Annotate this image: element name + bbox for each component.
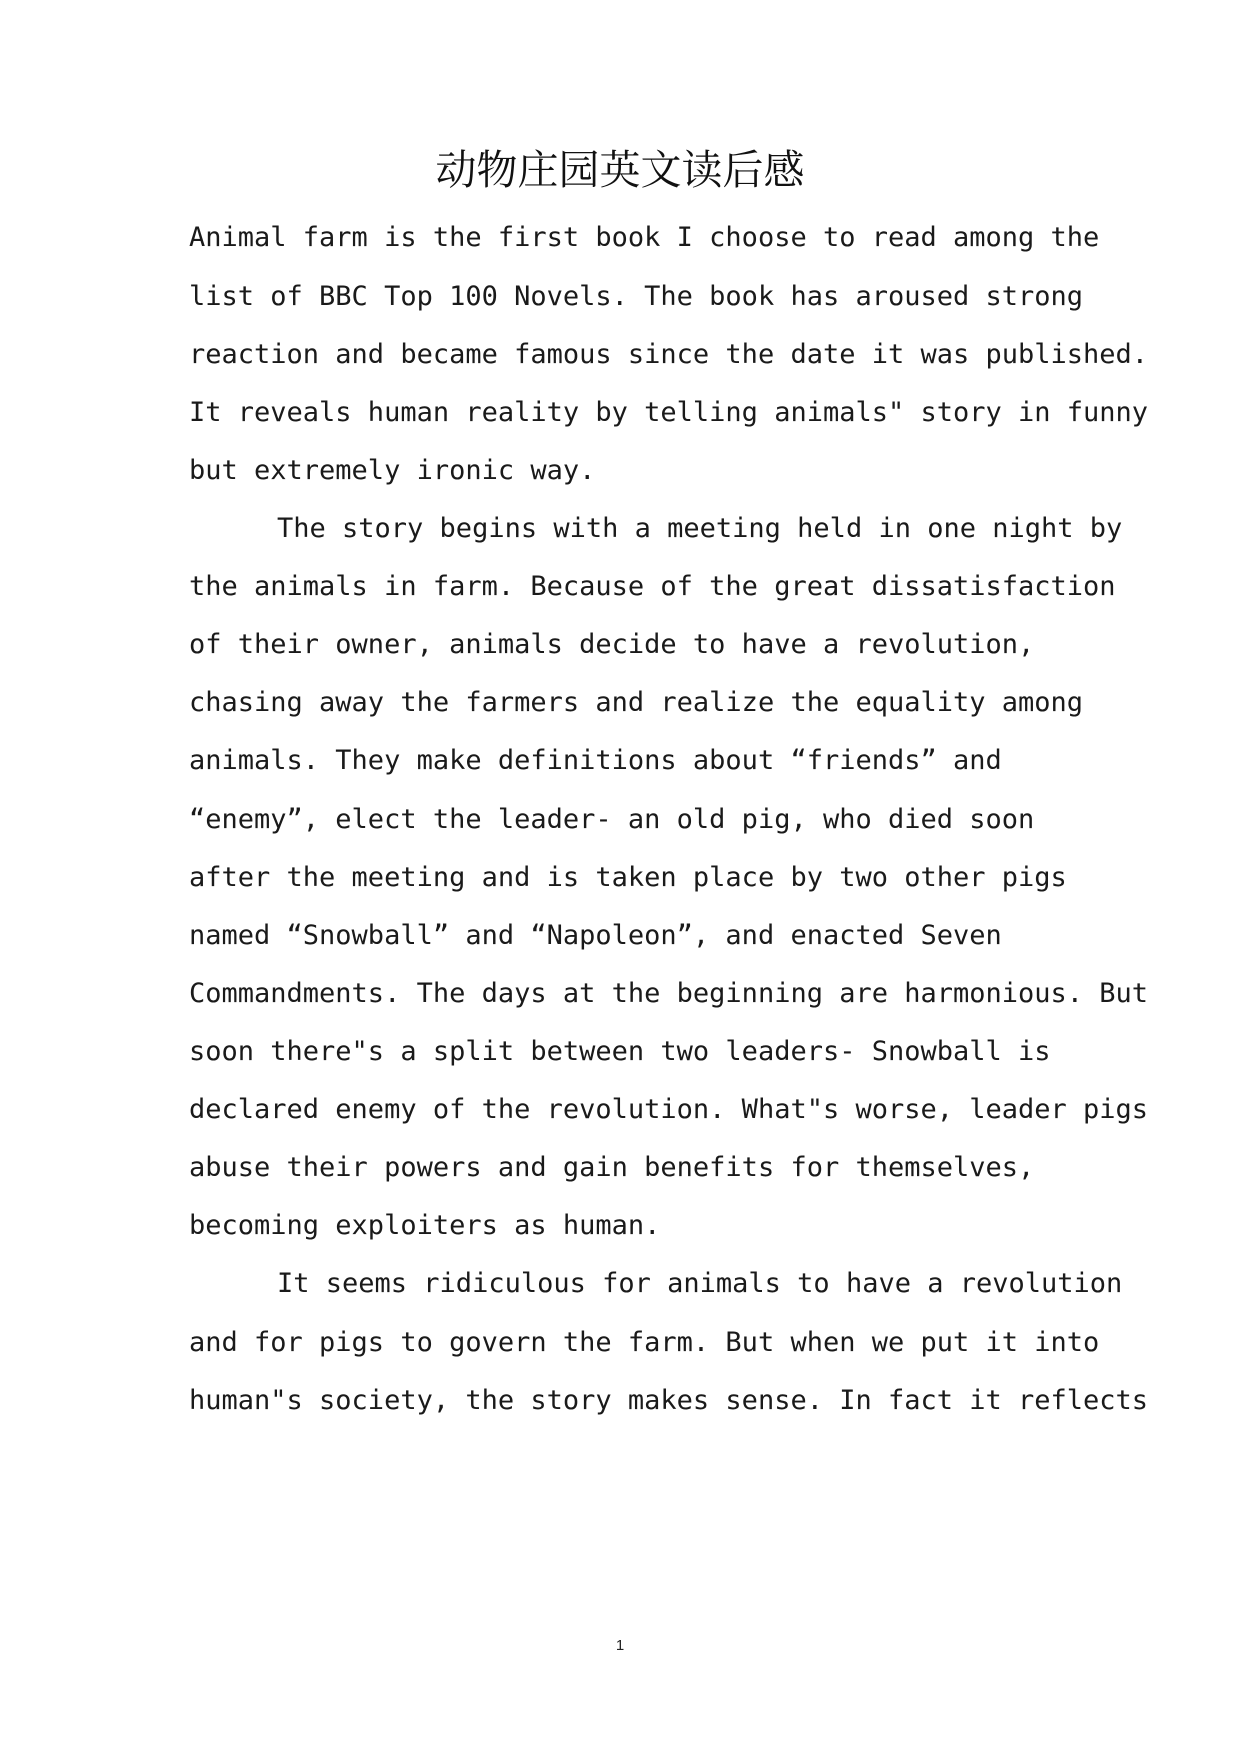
paragraph-2-line-8: named “Snowball” and “Napoleon”, and enacted Seven (189, 920, 1002, 951)
paragraph-2-line-4: chasing away the farmers and realize the equality among (189, 687, 1084, 718)
paragraph-2-line-5: animals. They make definitions about “friends” and (189, 745, 1002, 776)
paragraph-2-line-2: the animals in farm. Because of the great dissatisfaction (189, 571, 1116, 602)
paragraph-1-line-3: reaction and became famous since the date it was published. (189, 339, 1149, 370)
paragraph-3-line-1: It seems ridiculous for animals to have a revolution (277, 1268, 1123, 1299)
paragraph-1-line-4: It reveals human reality by telling animals" story in funny (189, 397, 1149, 428)
paragraph-2-line-1: The story begins with a meeting held in one night by (277, 513, 1123, 544)
paragraph-2-line-11: declared enemy of the revolution. What"s worse, leader pigs (189, 1094, 1149, 1125)
paragraph-2-line-6: “enemy”, elect the leader- an old pig, who died soon (189, 804, 1035, 835)
paragraph-2-line-7: after the meeting and is taken place by two other pigs (189, 862, 1067, 893)
paragraph-3-line-2: and for pigs to govern the farm. But when we put it into (189, 1327, 1100, 1358)
paragraph-1-line-2: list of BBC Top 100 Novels. The book has aroused strong (189, 281, 1084, 312)
paragraph-2-line-3: of their owner, animals decide to have a revolution, (189, 629, 1035, 660)
paragraph-3-line-3: human"s society, the story makes sense. In fact it reflects (189, 1385, 1149, 1416)
paragraph-2-line-9: Commandments. The days at the beginning are harmonious. But (189, 978, 1149, 1009)
paragraph-2-line-10: soon there"s a split between two leaders- Snowball is (189, 1036, 1051, 1067)
paragraph-1-line-1: Animal farm is the first book I choose to read among the (189, 222, 1100, 253)
paragraph-2-line-12: abuse their powers and gain benefits for themselves, (189, 1152, 1035, 1183)
page-number: 1 (615, 1637, 625, 1654)
paragraph-2-line-13: becoming exploiters as human. (189, 1210, 661, 1241)
paragraph-1-line-5: but extremely ironic way. (189, 455, 596, 486)
document-title: 动物庄园英文读后感 (435, 146, 805, 194)
